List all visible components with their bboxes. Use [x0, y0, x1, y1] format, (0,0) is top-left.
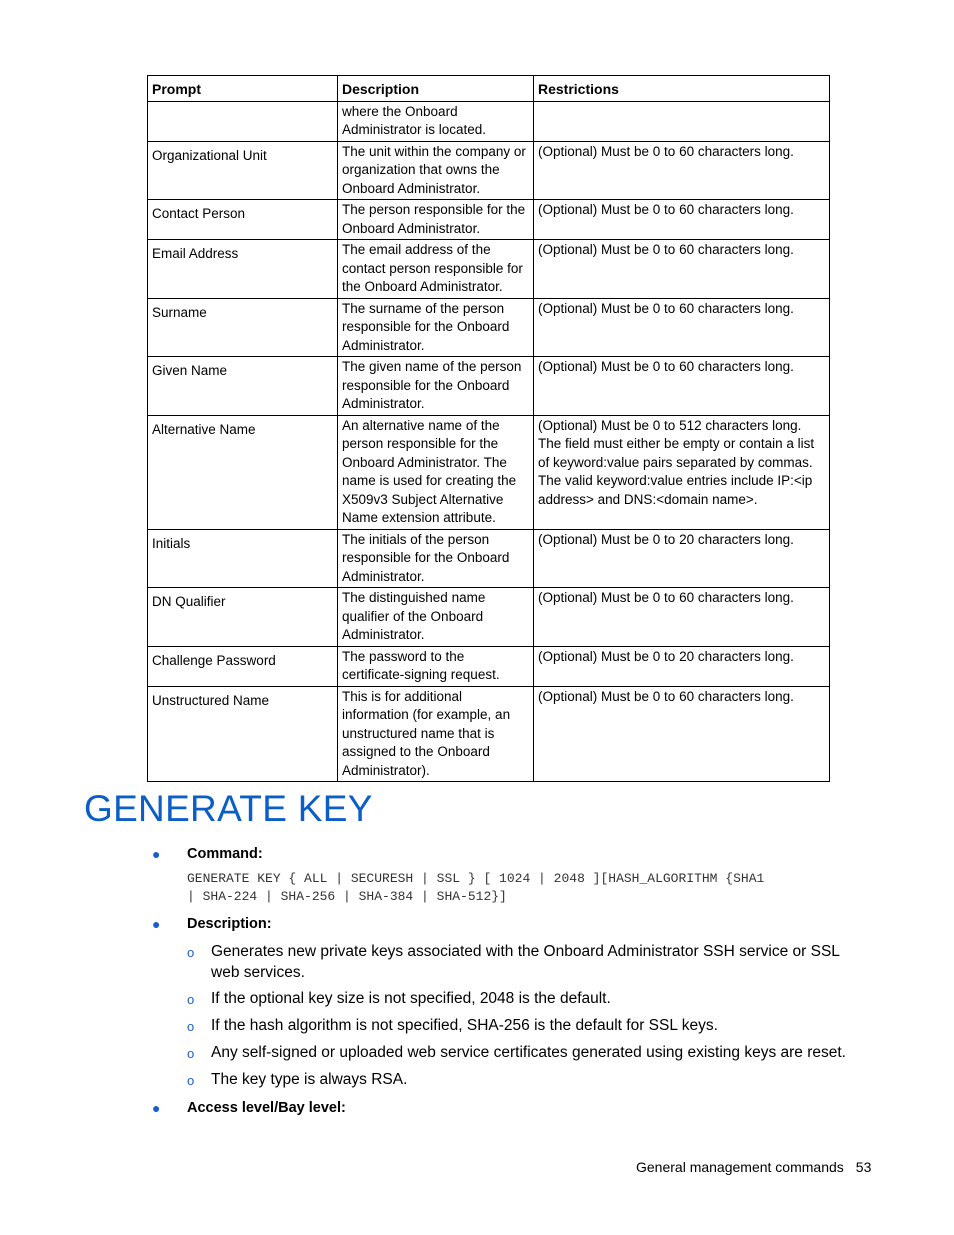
restrictions-table: [147, 75, 830, 782]
sub-bullet-icon: o: [187, 945, 195, 960]
cell-description: The distinguished name qualifier of the Onboard Administrator.: [338, 588, 534, 647]
cell-description: An alternative name of the person responsible for the Onboard Administrator. The name is used for creating the X509v3 Subject Alternative Name extension attribute.: [338, 415, 534, 529]
header-prompt: Prompt: [148, 76, 338, 102]
cell-restrictions: (Optional) Must be 0 to 20 characters long.: [534, 646, 830, 686]
cell-prompt: Contact Person: [148, 200, 338, 240]
cell-prompt: DN Qualifier: [148, 588, 338, 647]
table-row: [148, 240, 830, 299]
description-item: Generates new private keys associated with the Onboard Administrator SSH service or SSL web services.: [211, 943, 840, 981]
table-row: [148, 686, 830, 782]
bullet-icon: ●: [152, 1100, 161, 1116]
footer-chapter-title: General management commands: [636, 1159, 844, 1175]
description-label: Description:: [187, 916, 272, 932]
page-footer: [636, 1159, 871, 1175]
command-syntax-line1: GENERATE KEY { ALL | SECURESH | SSL } [ 1024 | 2048 ][HASH_ALGORITHM {SHA1: [187, 871, 765, 886]
header-description: Description: [338, 76, 534, 102]
cell-prompt: [148, 101, 338, 141]
cell-prompt: Alternative Name: [148, 415, 338, 529]
table-row: [148, 588, 830, 647]
table-header-row: [148, 76, 830, 102]
cell-restrictions: (Optional) Must be 0 to 60 characters long.: [534, 141, 830, 200]
section-heading: GENERATE KEY: [84, 788, 373, 829]
command-syntax-line2: | SHA-224 | SHA-256 | SHA-384 | SHA-512}]: [187, 889, 507, 904]
cell-prompt: Surname: [148, 298, 338, 357]
cell-restrictions: (Optional) Must be 0 to 20 characters long.: [534, 529, 830, 588]
description-item: The key type is always RSA.: [211, 1071, 408, 1088]
header-restrictions: Restrictions: [534, 76, 830, 102]
cell-prompt: Email Address: [148, 240, 338, 299]
description-item: Any self-signed or uploaded web service certificates generated using existing keys are reset.: [211, 1044, 846, 1061]
sub-bullet-icon: o: [187, 1073, 195, 1088]
bullet-icon: ●: [152, 916, 161, 932]
cell-description: The person responsible for the Onboard Administrator.: [338, 200, 534, 240]
cell-description: The unit within the company or organization that owns the Onboard Administrator.: [338, 141, 534, 200]
cell-restrictions: (Optional) Must be 0 to 60 characters long.: [534, 240, 830, 299]
cell-restrictions: (Optional) Must be 0 to 60 characters long.: [534, 686, 830, 782]
cell-prompt: Challenge Password: [148, 646, 338, 686]
cell-prompt: Unstructured Name: [148, 686, 338, 782]
cell-restrictions: (Optional) Must be 0 to 60 characters long.: [534, 588, 830, 647]
table-row: [148, 141, 830, 200]
cell-restrictions: (Optional) Must be 0 to 60 characters long.: [534, 200, 830, 240]
cell-description: The email address of the contact person responsible for the Onboard Administrator.: [338, 240, 534, 299]
sub-bullet-icon: o: [187, 1019, 195, 1034]
table-row: [148, 357, 830, 416]
cell-description: where the Onboard Administrator is located.: [338, 101, 534, 141]
table-row: [148, 298, 830, 357]
cell-prompt: Initials: [148, 529, 338, 588]
cell-description: The initials of the person responsible for the Onboard Administrator.: [338, 529, 534, 588]
sub-bullet-icon: o: [187, 1046, 195, 1061]
cell-description: The password to the certificate-signing request.: [338, 646, 534, 686]
page-number: 53: [855, 1159, 872, 1175]
cell-description: The surname of the person responsible for the Onboard Administrator.: [338, 298, 534, 357]
cell-prompt: Organizational Unit: [148, 141, 338, 200]
table-row: [148, 101, 830, 141]
command-label: Command:: [187, 846, 263, 862]
table-row: [148, 200, 830, 240]
cell-restrictions: (Optional) Must be 0 to 60 characters long.: [534, 357, 830, 416]
sub-bullet-icon: o: [187, 992, 195, 1007]
table-row: [148, 646, 830, 686]
table-row: [148, 415, 830, 529]
cell-description: This is for additional information (for example, an unstructured name that is assigned to the Onboard Administrator).: [338, 686, 534, 782]
access-level-label: Access level/Bay level:: [187, 1100, 346, 1116]
description-item: If the optional key size is not specified, 2048 is the default.: [211, 990, 611, 1007]
description-item: If the hash algorithm is not specified, SHA-256 is the default for SSL keys.: [211, 1017, 718, 1034]
cell-restrictions: (Optional) Must be 0 to 512 characters long. The field must either be empty or contain a list of keyword:value pairs separated by commas. The valid keyword:value entries include IP:<ip address> and DNS:<domain name>.: [534, 415, 830, 529]
cell-prompt: Given Name: [148, 357, 338, 416]
cell-restrictions: [534, 101, 830, 141]
cell-description: The given name of the person responsible for the Onboard Administrator.: [338, 357, 534, 416]
cell-restrictions: (Optional) Must be 0 to 60 characters long.: [534, 298, 830, 357]
table-row: [148, 529, 830, 588]
bullet-icon: ●: [152, 846, 161, 862]
